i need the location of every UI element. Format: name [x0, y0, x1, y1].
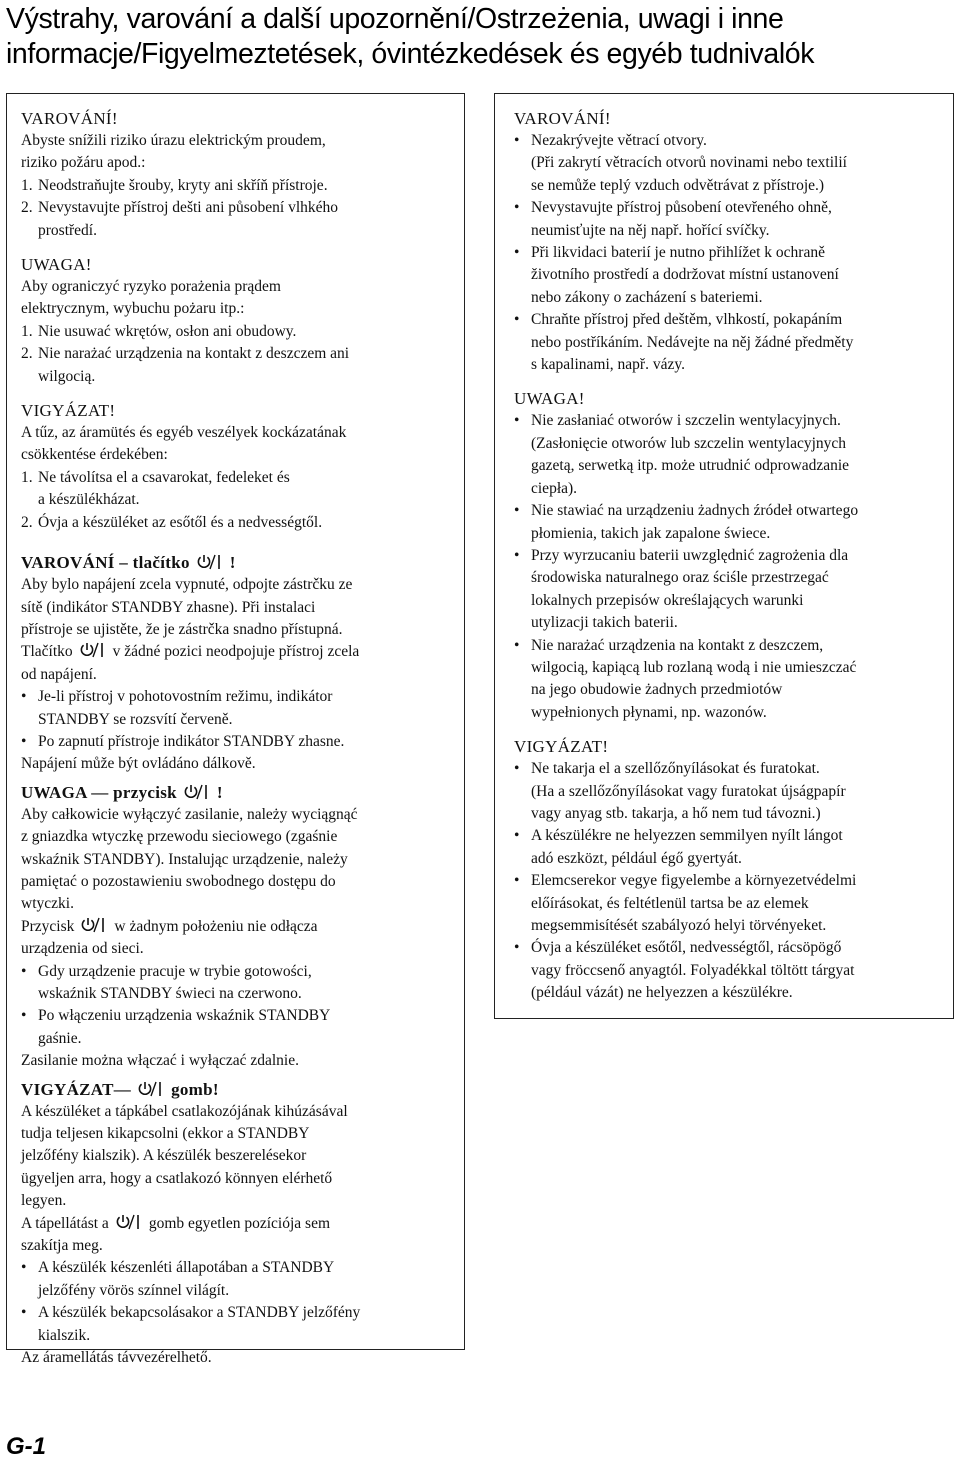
item-text: (például vázát) ne helyezzen a készülékre. — [531, 984, 793, 1002]
hu-warning-section — [21, 400, 454, 534]
pl-power-section — [21, 782, 454, 1073]
right-warning-box — [494, 93, 954, 1019]
hu-general-heading: VIGYÁZAT! — [514, 737, 609, 757]
heading-text: ! — [229, 553, 236, 573]
item-number: 1. — [21, 176, 33, 194]
item-text: se nemůže teplý vzduch odvětrávat z přístroje.) — [531, 176, 825, 194]
item-number: 2. — [21, 513, 33, 531]
item-text: Przy wyrzucaniu baterii uwzględnić zagrożenia dla — [531, 546, 849, 564]
paragraph-line: tudja teljesen kikapcsolni (ekkor a STANDBY — [21, 1125, 310, 1143]
item-number: 1. — [21, 322, 33, 340]
item-text: A készülék készenléti állapotában a STANDBY — [38, 1259, 335, 1277]
list-item — [514, 500, 945, 545]
page-number: G-1 — [6, 1433, 47, 1460]
heading-text: VIGYÁZAT— — [21, 1079, 132, 1099]
item-text: nebo zákony o zacházení s bateriemi. — [531, 288, 763, 306]
paragraph-line: Zasilanie można włączać i wyłączać zdalnie. — [21, 1052, 299, 1070]
pl-warning-item-1 — [21, 321, 454, 343]
list-item — [514, 937, 945, 1004]
paragraph-text: Tlačítko — [21, 643, 73, 661]
bullet: • — [514, 636, 520, 654]
cz-warning-intro-1: Abyste snížili riziko úrazu elektrickým proudem, — [21, 132, 326, 149]
paragraph-line — [21, 641, 454, 663]
item-text: Nevystavujte přístroj dešti ani působení vlhkého — [38, 199, 339, 217]
item-text: nebo postříkáním. Nedávejte na něj žádné předměty — [531, 333, 854, 351]
item-text: Při likvidaci baterií je nutno přihlížet k ochraně — [531, 244, 825, 262]
cz-warning-heading: VAROVÁNÍ! — [21, 109, 118, 128]
left-warning-box — [6, 93, 465, 1367]
power-standby-icon — [137, 1081, 165, 1097]
hu-warning-intro-2: csökkentése érdekében: — [21, 446, 168, 464]
item-number: 2. — [21, 199, 33, 217]
item-text: jelzőfény vörös színnel világít. — [38, 1281, 230, 1299]
item-text: Ne távolítsa el a csavarokat, fedeleket és — [38, 468, 290, 486]
item-text: na jego obudowie żadnych przedmiotów — [531, 681, 783, 699]
item-text: životního prostředí a dodržovat místní ustanovení — [531, 266, 839, 284]
paragraph-text: gomb egyetlen pozíciója sem — [148, 1214, 331, 1232]
cz-general-warning-section — [514, 108, 945, 376]
cz-warning-intro-2: riziko požáru apod.: — [21, 154, 146, 172]
item-text: Nie stawiać na urządzeniu żadnych źródeł otwartego — [531, 502, 859, 520]
paragraph-line: szakítja meg. — [21, 1237, 103, 1255]
bullet: • — [514, 311, 520, 329]
list-item — [21, 961, 454, 1006]
item-text: vagy fröccsenő anyagtól. Folyadékkal töltött tárgyat — [531, 961, 855, 979]
power-standby-icon — [80, 917, 108, 933]
item-text: előírásokat, és feltétlenül tartsa be az elemek — [531, 894, 809, 912]
pl-general-warning-section — [514, 388, 945, 724]
bullet: • — [514, 546, 520, 564]
bullet: • — [514, 199, 520, 217]
item-text: Óvja a készüléket az esőtől és a nedvességtől. — [38, 513, 323, 531]
list-item — [514, 825, 945, 870]
page-title-line-2: informacje/Figyelmeztetések, óvintézkedések és egyéb tudnivalók — [6, 38, 815, 70]
item-text: ciepła). — [531, 479, 578, 497]
list-item — [21, 731, 454, 753]
item-text: Nezakrývejte větrací otvory. — [531, 132, 707, 149]
paragraph-line: legyen. — [21, 1192, 67, 1210]
paragraph-text: A tápellátást a — [21, 1214, 109, 1232]
pl-warning-item-2 — [21, 343, 454, 388]
item-text: Nevystavujte přístroj působení otevřeného ohně, — [531, 199, 832, 217]
item-text: Po zapnutí přístroje indikátor STANDBY zhasne. — [38, 732, 345, 750]
paragraph-line: jelzőfény kialszik). A készülék beszerelésekor — [21, 1147, 307, 1165]
power-standby-icon — [196, 554, 224, 570]
power-standby-icon — [115, 1214, 143, 1230]
paragraph-line: Aby bylo napájení zcela vypnuté, odpojte zástrčku ze — [21, 576, 353, 594]
item-number: 1. — [21, 468, 33, 486]
item-text: adó eszközt, például égő gyertyát. — [531, 849, 742, 867]
paragraph-line: ügyeljen arra, hogy a csatlakozó könnyen elérhető — [21, 1169, 333, 1187]
item-text: prostředí. — [38, 221, 97, 239]
list-item — [514, 242, 945, 309]
list-item — [514, 545, 945, 635]
paragraph-line: Napájení může být ovládáno dálkově. — [21, 755, 256, 773]
bullet: • — [21, 732, 27, 750]
bullet: • — [21, 1304, 27, 1322]
pl-power-heading — [21, 782, 454, 804]
item-text: wskaźnik STANDBY świeci na czerwono. — [38, 985, 302, 1002]
bullet: • — [514, 827, 520, 845]
cz-warning-section — [21, 108, 454, 242]
hu-warning-item-2 — [21, 512, 454, 534]
list-item — [514, 870, 945, 937]
paragraph-text: w żadnym położeniu nie odłącza — [114, 917, 318, 935]
paragraph-line: wtyczki. — [21, 895, 74, 913]
item-text: Nie narażać urządzenia na kontakt z deszczem, — [531, 636, 824, 654]
item-text: wypełnionych płynami, np. wazonów. — [531, 703, 767, 721]
hu-power-section — [21, 1079, 454, 1370]
paragraph-text: Przycisk — [21, 917, 75, 935]
item-text: gaśnie. — [38, 1029, 82, 1047]
item-text: Elemcserekor vegye figyelembe a környezetvédelmi — [531, 872, 857, 890]
heading-text: UWAGA — przycisk — [21, 782, 177, 802]
paragraph-line: přístroje se ujistěte, že je zástrčka snadno přístupná. — [21, 620, 343, 638]
paragraph-line: Az áramellátás távvezérelhető. — [21, 1349, 212, 1367]
list-item — [21, 1005, 454, 1050]
item-text: Nie zasłaniać otworów i szczelin wentylacyjnych. — [531, 412, 841, 430]
power-standby-icon — [183, 784, 211, 800]
list-item — [514, 635, 945, 725]
item-text: wilgocią, kapiącą lub rozlaną wodą i nie umieszczać — [531, 658, 857, 676]
paragraph-line: pamiętać o pozostawieniu swobodnego dostępu do — [21, 872, 336, 890]
pl-general-heading: UWAGA! — [514, 389, 585, 409]
item-text: Nie usuwać wkrętów, osłon ani obudowy. — [38, 322, 297, 340]
item-text: Neodstraňujte šrouby, kryty ani skříň přístroje. — [38, 176, 328, 194]
item-text: megsemmisítését szabályozó helyi törvényeket. — [531, 917, 827, 934]
list-item — [21, 686, 454, 731]
pl-warning-intro-2: elektrycznym, wybuchu pożaru itp.: — [21, 300, 245, 318]
item-text: STANDBY se rozsvítí červeně. — [38, 710, 233, 728]
page-title — [6, 2, 956, 72]
cz-general-heading: VAROVÁNÍ! — [514, 109, 611, 128]
item-text: wilgocią. — [38, 367, 96, 385]
item-text: vagy anyag stb. takarja, a hő nem tud távozni.) — [531, 804, 821, 822]
paragraph-text: v žádné pozici neodpojuje přístroj zcela — [112, 643, 360, 661]
item-text: Gdy urządzenie pracuje w trybie gotowości, — [38, 962, 312, 980]
cz-warning-item-2 — [21, 197, 454, 242]
bullet: • — [514, 412, 520, 430]
item-text: Nie narażać urządzenia na kontakt z deszczem ani — [38, 345, 350, 363]
item-text: a készülékházat. — [38, 491, 140, 509]
heading-text: gomb! — [171, 1079, 219, 1099]
page-title-line-1: Výstrahy, varování a další upozornění/Ostrzeżenia, uwagi i inne — [6, 3, 784, 35]
bullet: • — [21, 688, 27, 706]
hu-general-warning-section — [514, 736, 945, 1004]
item-text: gazetą, serwetką itp. może utrudnić odprowadzanie — [531, 457, 850, 475]
cz-power-section — [21, 552, 454, 776]
hu-warning-intro-1: A tűz, az áramütés és egyéb veszélyek kockázatának — [21, 424, 347, 442]
item-text: Óvja a készüléket esőtől, nedvességtől, rácsöpögő — [531, 939, 842, 957]
pl-warning-section — [21, 254, 454, 388]
list-item — [514, 197, 945, 242]
hu-warning-heading: VIGYÁZAT! — [21, 401, 116, 421]
paragraph-line: wskaźnik STANDBY). Instalując urządzenie, należy — [21, 850, 348, 868]
item-text: (Ha a szellőzőnyílásokat vagy furatokat újságpapír — [531, 782, 846, 800]
item-text: Po włączeniu urządzenia wskaźnik STANDBY — [38, 1007, 331, 1025]
list-item — [514, 130, 945, 197]
bullet: • — [21, 1007, 27, 1025]
item-text: Ne takarja el a szellőzőnyílásokat és furatokat. — [531, 760, 820, 778]
item-text: neumisťujte na něj např. hořící svíčky. — [531, 221, 770, 239]
list-item — [514, 758, 945, 825]
bullet: • — [514, 244, 520, 262]
list-item — [514, 410, 945, 500]
cz-power-heading — [21, 552, 454, 574]
bullet: • — [514, 872, 520, 890]
bullet: • — [21, 962, 27, 980]
paragraph-line: sítě (indikátor STANDBY zhasne). Při instalaci — [21, 598, 316, 616]
item-text: A készülék bekapcsolásakor a STANDBY jelzőfény — [38, 1304, 361, 1322]
paragraph-line: z gniazdka wtyczkę przewodu sieciowego (zgaśnie — [21, 828, 338, 846]
paragraph-line: Aby całkowicie wyłączyć zasilanie, należy wyciągnąć — [21, 805, 358, 823]
paragraph-line: urządzenia od sieci. — [21, 940, 144, 958]
item-text: płomienia, takich jak zapalone świece. — [531, 524, 771, 542]
item-text: (Při zakrytí větracích otvorů novinami nebo textilií — [531, 154, 847, 172]
cz-warning-item-1 — [21, 175, 454, 197]
pl-warning-intro-1: Aby ograniczyć ryzyko porażenia prądem — [21, 278, 281, 296]
bullet: • — [21, 1259, 27, 1277]
item-text: lokalnych przepisów określających warunki — [531, 591, 804, 609]
paragraph-line: od napájení. — [21, 665, 97, 683]
pl-warning-heading: UWAGA! — [21, 255, 92, 275]
list-item — [21, 1302, 454, 1347]
paragraph-line: A készüléket a tápkábel csatlakozójának kihúzásával — [21, 1102, 348, 1120]
bullet: • — [514, 760, 520, 778]
item-text: A készülékre ne helyezzen semmilyen nyílt lángot — [531, 827, 843, 845]
bullet: • — [514, 502, 520, 520]
heading-text: VAROVÁNÍ – tlačítko — [21, 553, 190, 573]
power-standby-icon — [79, 642, 107, 658]
list-item — [514, 309, 945, 376]
item-text: Chraňte přístroj před deštěm, vlhkostí, pokapáním — [531, 311, 843, 329]
item-text: kialszik. — [38, 1326, 91, 1344]
item-text: (Zasłonięcie otworów lub szczelin wentylacyjnych — [531, 434, 847, 452]
item-text: utylizacji takich baterii. — [531, 614, 678, 632]
list-item — [21, 1257, 454, 1302]
paragraph-line — [21, 1213, 454, 1235]
item-number: 2. — [21, 345, 33, 363]
bullet: • — [514, 132, 520, 149]
item-text: Je-li přístroj v pohotovostním režimu, indikátor — [38, 688, 333, 706]
paragraph-line — [21, 916, 454, 938]
heading-text: ! — [216, 782, 223, 802]
item-text: s kapalinami, např. vázy. — [531, 356, 685, 374]
bullet: • — [514, 939, 520, 957]
hu-power-heading — [21, 1079, 454, 1101]
hu-warning-item-1 — [21, 467, 454, 512]
item-text: środowiska naturalnego oraz ściśle przestrzegać — [531, 569, 829, 587]
